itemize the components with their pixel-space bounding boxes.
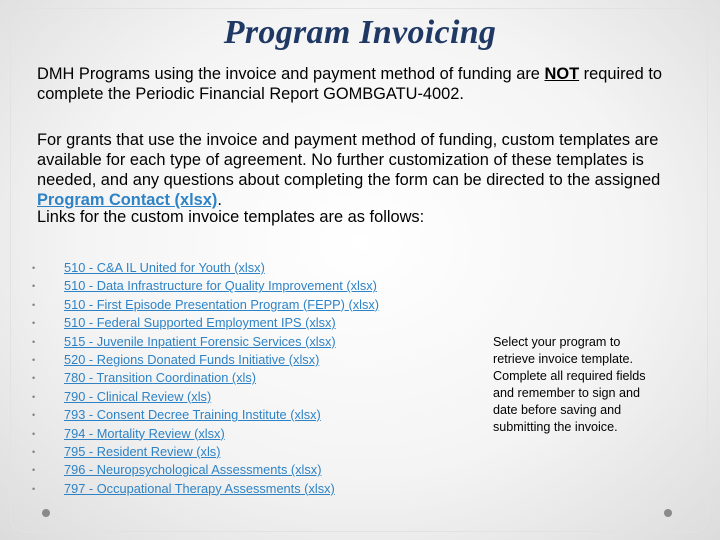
- list-item: [28, 296, 448, 314]
- list-item: [28, 425, 448, 443]
- bullet-icon: •: [32, 465, 36, 476]
- instruction-note: Select your program to retrieve invoice template. Complete all required fields and remember to sign and date before saving and submitting the invoice.: [493, 335, 646, 434]
- bullet-icon: •: [32, 281, 36, 292]
- program-contact-link[interactable]: Program Contact (xlsx): [37, 191, 218, 209]
- list-item: [28, 333, 448, 351]
- list-item: [28, 406, 448, 424]
- page-title: Program Invoicing: [223, 14, 497, 51]
- list-item: [28, 314, 448, 332]
- bullet-icon: •: [32, 428, 36, 439]
- list-item: [28, 277, 448, 295]
- list-item: [28, 461, 448, 479]
- intro-text-after: required to complete the Periodic Financial Report GOMBGATU-4002.: [37, 65, 663, 103]
- template-link[interactable]: 794 - Mortality Review (xlsx): [64, 425, 225, 441]
- list-item: [28, 351, 448, 369]
- bullet-icon: •: [32, 336, 36, 347]
- slide-corner-dot-left: [42, 509, 50, 517]
- links-heading: Links for the custom invoice templates are as follows:: [37, 208, 425, 226]
- template-link[interactable]: 790 - Clinical Review (xls): [64, 388, 212, 404]
- bullet-icon: •: [32, 483, 36, 494]
- list-item: [28, 443, 448, 461]
- bullet-icon: •: [32, 263, 36, 273]
- bullet-icon: •: [32, 318, 36, 329]
- template-link[interactable]: 795 - Resident Review (xls): [64, 443, 221, 459]
- bullet-icon: •: [32, 391, 36, 402]
- template-link-list: [28, 259, 448, 498]
- template-link[interactable]: 510 - First Episode Presentation Program (FEPP) (xlsx): [64, 296, 380, 312]
- template-link[interactable]: 515 - Juvenile Inpatient Forensic Services (xlsx): [64, 333, 336, 349]
- template-link[interactable]: 796 - Neuropsychological Assessments (xlsx): [64, 462, 322, 478]
- slide-corner-dot-right: [664, 509, 672, 517]
- grants-paragraph: [37, 130, 702, 210]
- intro-paragraph: [37, 64, 702, 104]
- bullet-icon: •: [32, 299, 36, 310]
- intro-emphasis: NOT: [544, 65, 580, 83]
- bullet-icon: •: [32, 373, 36, 384]
- list-item: [28, 480, 448, 498]
- grants-text-before: For grants that use the invoice and payment method of funding, custom templates are available for each type of agreement. No further customization of these templates is needed, and any questions about completing the form can be directed to the assigned: [37, 131, 661, 189]
- template-link[interactable]: 510 - Federal Supported Employment IPS (xlsx): [64, 315, 336, 331]
- grants-text-after: .: [217, 191, 222, 209]
- template-link[interactable]: 780 - Transition Coordination (xls): [64, 370, 257, 386]
- template-link[interactable]: 797 - Occupational Therapy Assessments (xlsx): [64, 480, 335, 496]
- bullet-icon: •: [32, 446, 36, 457]
- template-link[interactable]: 510 - C&A IL United for Youth (xlsx): [64, 260, 265, 275]
- intro-text-before: DMH Programs using the invoice and payment method of funding are: [37, 65, 545, 83]
- template-link[interactable]: 793 - Consent Decree Training Institute (xlsx): [64, 407, 321, 423]
- bullet-icon: •: [32, 354, 36, 365]
- list-item: [28, 259, 448, 277]
- list-item: [28, 388, 448, 406]
- template-link[interactable]: 510 - Data Infrastructure for Quality Improvement (xlsx): [64, 278, 377, 294]
- template-link[interactable]: 520 - Regions Donated Funds Initiative (xlsx): [64, 351, 320, 367]
- bullet-icon: •: [32, 410, 36, 421]
- list-item: [28, 369, 448, 387]
